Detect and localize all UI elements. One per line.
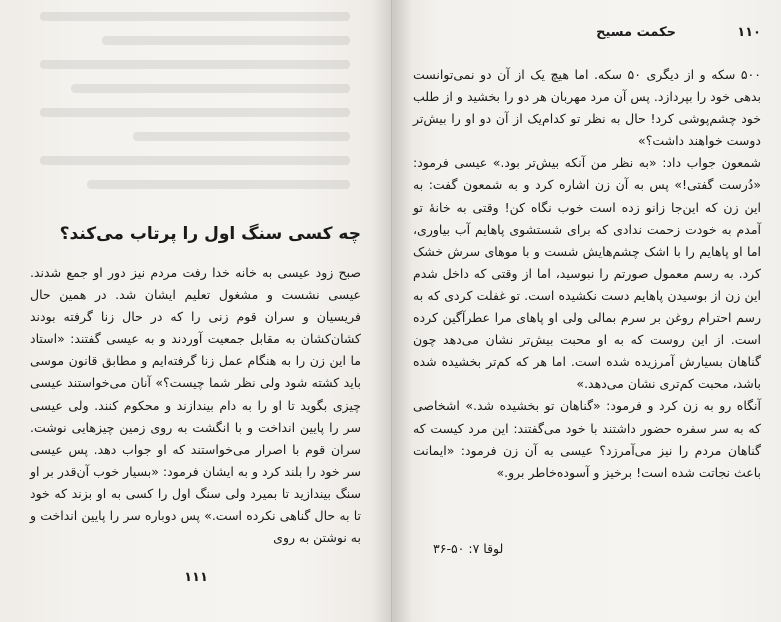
- show-through-text: [40, 12, 350, 202]
- section-title: چه کسی سنگ اول را پرتاب می‌کند؟: [59, 224, 361, 244]
- right-page: [393, 0, 781, 622]
- book-title: حکمت مسیح: [596, 25, 676, 40]
- paragraph: شمعون جواب داد: «به نظر من آنکه بیش‌تر بود.» عیسی فرمود: «دُرست گفتی!» پس به آن زن اشاره کرد و به شمعون گفت: به این زن که این‌جا زانو زده است خوب نگاه کن! وقتی به خانهٔ تو آمدم به خودت زحمت ندادی که برای شستشوی پاهایم آب بیاوری، اما او پاهایم را با اشک چشم‌هایش شست و با موهای سرش خشک کرد. به رسم معمول صورتم را نبوسید، اما از وقتی که داخل شدم این زن از بوسیدن پاهایم دست نکشیده است. تو غفلت کردی که به رسم احترام روغن بر سرم بمالی ولی او پاهای مرا عطرآگین کرده است. از این روست که به او محبت بیش‌تر نشان می‌دهد چون گناهان بسیارش آمرزیده شده است. اما هر که کم‌تر بخشیده شده باشد، محبت کم‌تری نشان می‌دهد.»: [413, 155, 761, 392]
- paragraph: صبح زود عیسی به خانه خدا رفت مردم نیز دور او جمع شدند. عیسی نشست و مشغول تعلیم ایشان شد. در همین حال فریسیان و سران قوم زنی را که در حال زنا گرفته بودند کشان‌کشان به مقابل جمعیت آوردند و به عیسی گفتند: «استاد ما این زن را به هنگام عمل زنا گرفته‌ایم و مطابق قانون موسی باید کشته شود ولی نظر شما چیست؟» آنان می‌خواستند عیسی چیزی بگوید تا او را به دام بیندازند و محکوم کنند. ولی عیسی سر را پایین انداخت و با انگشت به روی زمین چیزهایی نوشت. سران قوم با اصرار می‌خواستند که او جواب دهد. پس عیسی سر خود را بلند کرد و به ایشان فرمود: «بسیار خوب آن‌قدر بر او سنگ بیندازید تا بمیرد ولی سنگ اول را کسی به او بزند که خود تا به حال گناهی نکرده است.» پس دوباره سر را پایین انداخت و به نوشتن به روی: [30, 265, 361, 546]
- running-head: [413, 22, 761, 44]
- right-page-body: [413, 64, 761, 484]
- page-number-bottom: ۱۱۱: [184, 570, 208, 585]
- left-page-body: [30, 262, 361, 549]
- page-number-top: ۱۱۰: [737, 25, 761, 40]
- scripture-reference: لوقا ۷: ۵۰-۳۶: [433, 541, 504, 556]
- paragraph: ۵۰۰ سکه و از دیگری ۵۰ سکه. اما هیچ یک از آن دو نمی‌توانست بدهی خود را بپردازد. پس آن مرد مهربان هر دو را بخشید و از طلب خود چشم‌پوشی کرد! حال به نظر تو کدام‌یک از آن دو او را بیش‌تر دوست خواهند داشت؟»: [413, 67, 761, 149]
- paragraph: آنگاه رو به زن کرد و فرمود: «گناهان تو بخشیده شد.» اشخاصی که به سر سفره حضور داشتند با خود می‌گفتند: این مرد کیست که گناهان مردم را نیز می‌آمرزد؟ عیسی به آن زن فرمود: «ایمانت باعث نجاتت شده است! برخیز و آسوده‌خاطر برو.»: [413, 398, 761, 480]
